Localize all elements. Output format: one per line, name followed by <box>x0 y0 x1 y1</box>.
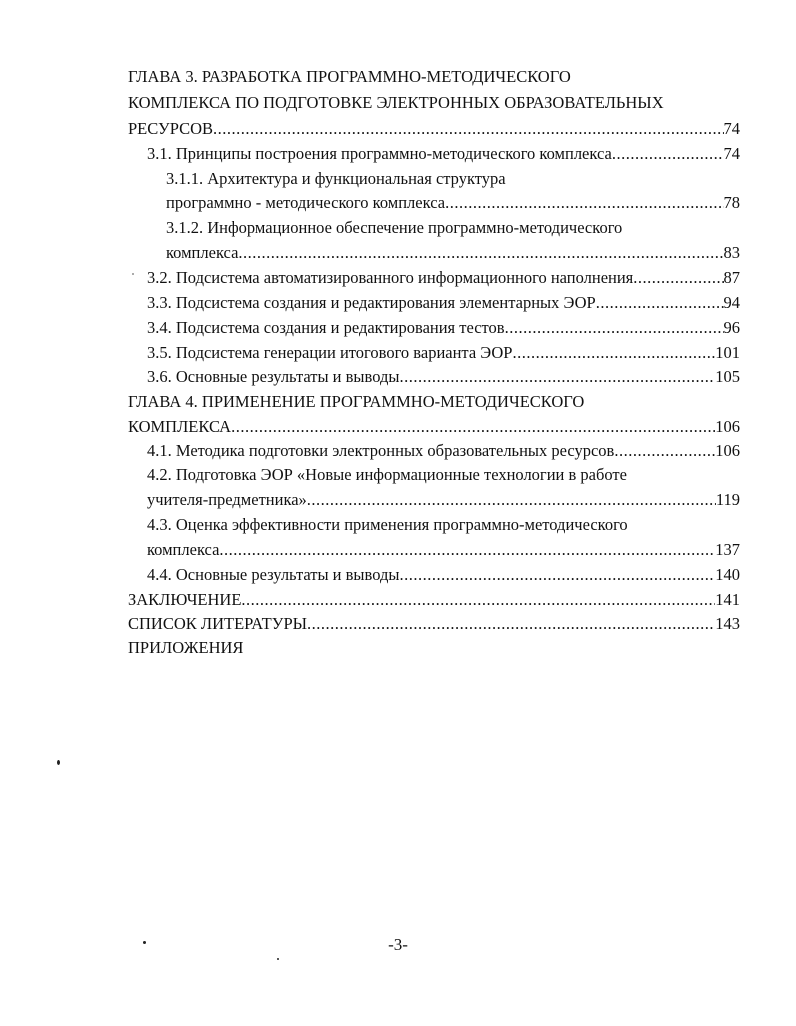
toc-page-number: 119 <box>715 490 740 509</box>
toc-section-3-2[interactable] <box>147 267 740 289</box>
toc-section-3-6[interactable] <box>147 366 740 388</box>
leader-dots <box>307 489 716 511</box>
scan-speck <box>57 760 60 765</box>
toc-page-number: 78 <box>723 193 740 212</box>
page-number: -3- <box>388 935 408 954</box>
toc-section-4-3-line-1: 4.3. Оценка эффективности применения программно-методического <box>147 515 628 534</box>
toc-section-label: 3.4. Подсистема создания и редактирования тестов <box>147 318 505 337</box>
leader-dots <box>512 342 715 364</box>
toc-section-3-5[interactable] <box>147 342 740 364</box>
leader-dots <box>238 242 723 264</box>
toc-section-label: комплекса <box>147 540 220 559</box>
toc-page-number: 94 <box>723 293 740 312</box>
toc-section-3-1-2[interactable] <box>166 242 740 264</box>
toc-section-3-1-1-line-1: 3.1.1. Архитектура и функциональная структура <box>166 169 506 188</box>
leader-dots <box>505 317 724 339</box>
leader-dots <box>445 192 723 214</box>
toc-section-3-1[interactable] <box>147 143 740 165</box>
toc-section-label: программно - методического комплекса <box>166 193 446 212</box>
toc-page-number: 74 <box>723 119 740 138</box>
leader-dots <box>596 292 724 314</box>
scan-speck <box>277 958 279 960</box>
toc-chapter-4-title-line-1: ГЛАВА 4. ПРИМЕНЕНИЕ ПРОГРАММНО-МЕТОДИЧЕСКОГО <box>128 392 585 411</box>
toc-section-4-1[interactable] <box>147 440 740 462</box>
toc-page-number: 96 <box>723 318 740 337</box>
toc-section-label: 3.3. Подсистема создания и редактирования элементарных ЭОР <box>147 293 596 312</box>
toc-page-number: 87 <box>723 268 740 287</box>
toc-section-label: 4.1. Методика подготовки электронных образовательных ресурсов <box>147 441 615 460</box>
leader-dots <box>633 267 723 289</box>
leader-dots <box>231 416 715 438</box>
toc-section-3-1-1[interactable] <box>166 192 740 214</box>
toc-page-number: 83 <box>723 243 740 262</box>
toc-section-label: учителя-предметника» <box>147 490 307 509</box>
toc-page-number: 74 <box>723 144 740 163</box>
toc-section-label: 3.2. Подсистема автоматизированного информационного наполнения <box>147 268 634 287</box>
toc-chapter-3-title-line-3: РЕСУРСОВ <box>128 119 214 138</box>
toc-section-3-1-2-line-1: 3.1.2. Информационное обеспечение программно-методического <box>166 218 623 237</box>
leader-dots <box>612 143 724 165</box>
toc-page-number: 106 <box>715 417 740 436</box>
toc-section-3-4[interactable] <box>147 317 740 339</box>
toc-section-label: СПИСОК ЛИТЕРАТУРЫ <box>128 614 308 633</box>
toc-section-4-3[interactable] <box>147 539 740 561</box>
toc-chapter-4-title-line-2: КОМПЛЕКСА <box>128 417 232 436</box>
toc-section-label: 3.5. Подсистема генерации итогового варианта ЭОР <box>147 343 513 362</box>
toc-chapter-4-entry[interactable] <box>128 416 740 438</box>
toc-page-number: 105 <box>715 367 740 386</box>
toc-page-number: 143 <box>715 614 740 633</box>
leader-dots <box>614 440 715 462</box>
leader-dots <box>399 366 715 388</box>
toc-conclusion[interactable] <box>128 589 740 611</box>
scan-speck <box>132 273 134 275</box>
toc-section-4-4[interactable] <box>147 564 740 586</box>
toc-page-number: 141 <box>715 590 740 609</box>
leader-dots <box>219 539 715 561</box>
toc-section-label: 4.4. Основные результаты и выводы <box>147 565 400 584</box>
toc-section-4-2[interactable] <box>147 489 740 511</box>
toc-page-number: 106 <box>715 441 740 460</box>
toc-references[interactable] <box>128 613 740 635</box>
toc-page-number: 137 <box>715 540 740 559</box>
toc-section-label: комплекса <box>166 243 239 262</box>
toc-chapter-3-entry[interactable] <box>128 118 740 140</box>
leader-dots <box>241 589 715 611</box>
toc-page-number: 140 <box>715 565 740 584</box>
toc-page-number: 101 <box>715 343 740 362</box>
leader-dots <box>213 118 723 140</box>
toc-chapter-3-title-line-1: ГЛАВА 3. РАЗРАБОТКА ПРОГРАММНО-МЕТОДИЧЕСКОГО <box>128 67 571 86</box>
toc-appendices[interactable]: ПРИЛОЖЕНИЯ <box>128 638 244 657</box>
leader-dots <box>307 613 715 635</box>
toc-section-label: 3.1. Принципы построения программно-методического комплекса <box>147 144 612 163</box>
toc-section-4-2-line-1: 4.2. Подготовка ЭОР «Новые информационные технологии в работе <box>147 465 627 484</box>
toc-chapter-3-title-line-2: КОМПЛЕКСА ПО ПОДГОТОВКЕ ЭЛЕКТРОННЫХ ОБРАЗОВАТЕЛЬНЫХ <box>128 93 664 112</box>
leader-dots <box>399 564 715 586</box>
toc-section-label: ЗАКЛЮЧЕНИЕ <box>128 590 242 609</box>
toc-section-3-3[interactable] <box>147 292 740 314</box>
toc-section-label: 3.6. Основные результаты и выводы <box>147 367 400 386</box>
